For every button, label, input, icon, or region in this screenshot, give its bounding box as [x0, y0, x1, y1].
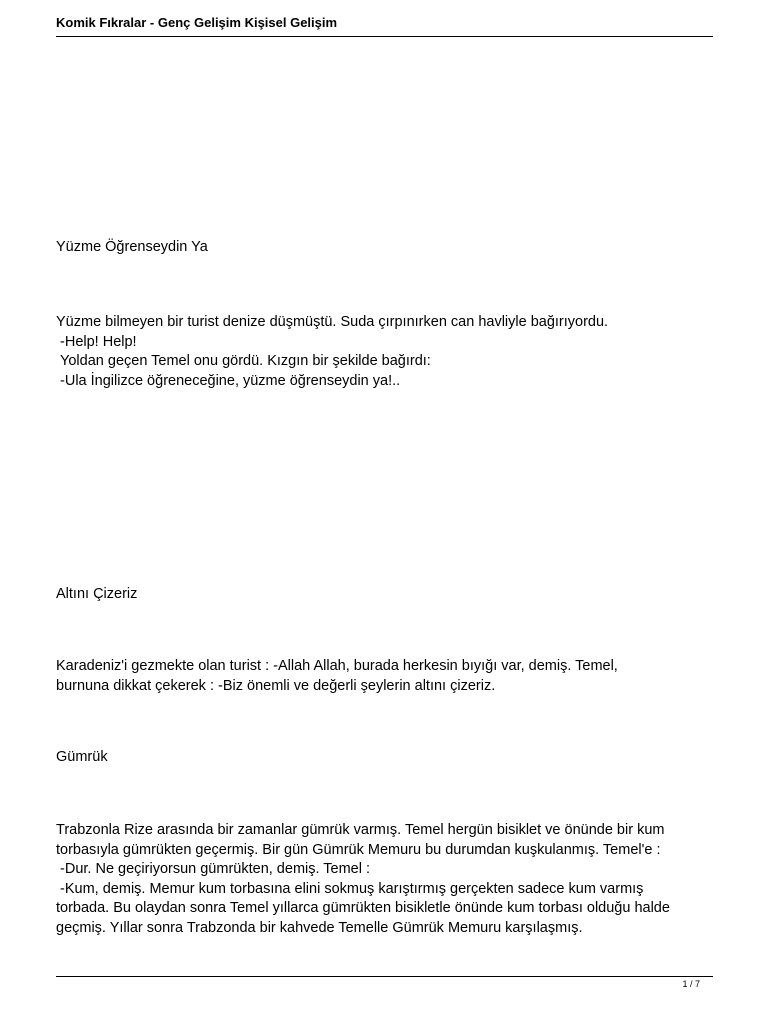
section-body-gumruk: Trabzonla Rize arasında bir zamanlar gümrük varmış. Temel hergün bisiklet ve önünde bir kum torbasıyla gümrükten geçermiş. Bir gün Gümrük Memuru bu durumdan kuşkulanmış. Temel'e : -Dur. Ne geçiriyorsun gümrükten, demiş. Temel : -Kum, demiş. Memur kum torbasına elini sokmuş karıştırmış gerçekten sadece kum varmış torbada. Bu olaydan sonra Temel yıllarca gümrükten bisikletle önünde kum torbası olduğu halde geçmiş. Yıllar sonra Trabzonda bir kahvede Temelle Gümrük Memuru karşılaşmış.	[56, 822, 670, 936]
section-title-yuzme: Yüzme Öğrenseydin Ya	[56, 239, 208, 255]
footer-divider	[56, 976, 713, 977]
page-number: 1 / 7	[682, 979, 700, 989]
section-body-yuzme: Yüzme bilmeyen bir turist denize düşmüştü. Suda çırpınırken can havliyle bağırıyordu. -Help! Help! Yoldan geçen Temel onu gördü. Kızgın bir şekilde bağırdı: -Ula İngilizce öğreneceğine, yüzme öğrenseydin ya!..	[56, 314, 609, 389]
section-title-gumruk: Gümrük	[56, 749, 108, 765]
section-title-altini-cizeriz: Altını Çizeriz	[56, 586, 138, 602]
page-header-title: Komik Fıkralar - Genç Gelişim Kişisel Gelişim	[56, 15, 338, 30]
section-body-altini-cizeriz: Karadeniz'i gezmekte olan turist : -Allah Allah, burada herkesin bıyığı var, demiş. Temel, burnuna dikkat çekerek : -Biz önemli ve değerli şeylerin altını çizeriz.	[56, 658, 618, 694]
header-divider	[56, 36, 713, 37]
